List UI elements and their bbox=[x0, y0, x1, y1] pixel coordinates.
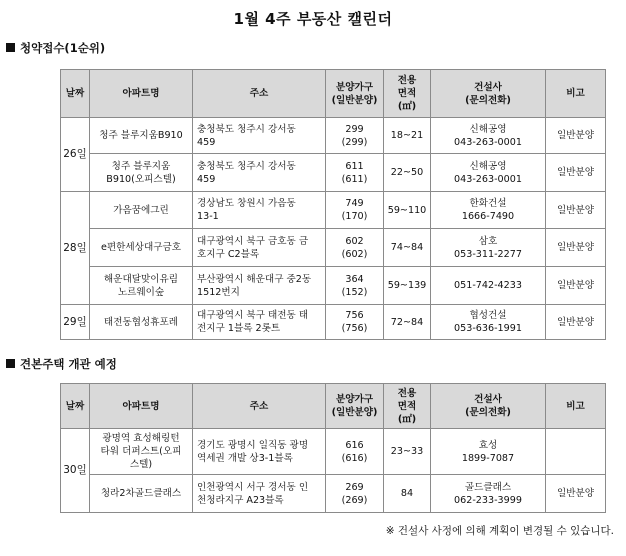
area-cell: 18~21 bbox=[384, 118, 431, 154]
note-cell: 일반분양 bbox=[546, 475, 606, 513]
header-apt: 아파트명 bbox=[90, 384, 193, 429]
table-header-row bbox=[61, 70, 606, 118]
header-address: 주소 bbox=[193, 384, 326, 429]
units-cell: 611 (611) bbox=[326, 154, 384, 192]
units-cell: 756 (756) bbox=[326, 305, 384, 340]
area-cell: 59~139 bbox=[384, 267, 431, 305]
note-cell: 일반분양 bbox=[546, 192, 606, 229]
note-cell: 일반분양 bbox=[546, 118, 606, 154]
table-row bbox=[61, 429, 606, 475]
date-cell: 28일 bbox=[61, 192, 90, 305]
apt-cell: e편한세상대구금호 bbox=[90, 229, 193, 267]
area-cell: 84 bbox=[384, 475, 431, 513]
header-note: 비고 bbox=[546, 384, 606, 429]
square-bullet-icon bbox=[6, 43, 15, 52]
header-builder: 건설사 (문의전화) bbox=[431, 70, 546, 118]
area-cell: 59~110 bbox=[384, 192, 431, 229]
address-cell: 경상남도 창원시 가음동 13-1 bbox=[193, 192, 326, 229]
table-row bbox=[61, 118, 606, 154]
builder-cell: 신해공영 043-263-0001 bbox=[431, 118, 546, 154]
header-note: 비고 bbox=[546, 70, 606, 118]
address-cell: 대구광역시 북구 금호동 금 호지구 C2블록 bbox=[193, 229, 326, 267]
table-row bbox=[61, 305, 606, 340]
address-cell: 충청북도 청주시 강서동 459 bbox=[193, 154, 326, 192]
address-cell: 경기도 광명시 일직동 광명 역세권 개발 상3-1블록 bbox=[193, 429, 326, 475]
header-address: 주소 bbox=[193, 70, 326, 118]
apt-cell: 광명역 효성해링턴 타워 더퍼스트(오피 스텔) bbox=[90, 429, 193, 475]
apt-cell: 해운대달맞이유림 노르웨이숲 bbox=[90, 267, 193, 305]
square-bullet-icon bbox=[6, 359, 15, 368]
units-cell: 616 (616) bbox=[326, 429, 384, 475]
table-row bbox=[61, 229, 606, 267]
model-house-table bbox=[60, 383, 606, 513]
units-cell: 602 (602) bbox=[326, 229, 384, 267]
address-cell: 인천광역시 서구 경서동 인 천청라지구 A23블록 bbox=[193, 475, 326, 513]
header-apt: 아파트명 bbox=[90, 70, 193, 118]
apt-cell: 태전동협성휴포레 bbox=[90, 305, 193, 340]
area-cell: 74~84 bbox=[384, 229, 431, 267]
builder-cell: 삼호 053-311-2277 bbox=[431, 229, 546, 267]
table-row bbox=[61, 475, 606, 513]
header-builder: 건설사 (문의전화) bbox=[431, 384, 546, 429]
table-row bbox=[61, 154, 606, 192]
builder-cell: 한화건설 1666-7490 bbox=[431, 192, 546, 229]
date-cell: 26일 bbox=[61, 118, 90, 192]
note-cell: 일반분양 bbox=[546, 267, 606, 305]
header-date: 날짜 bbox=[61, 384, 90, 429]
area-cell: 23~33 bbox=[384, 429, 431, 475]
header-area: 전용 면적 (㎡) bbox=[384, 70, 431, 118]
units-cell: 299 (299) bbox=[326, 118, 384, 154]
section-heading-model-house: 견본주택 개관 예정 bbox=[6, 356, 117, 372]
table-row bbox=[61, 267, 606, 305]
table-row bbox=[61, 192, 606, 229]
header-units: 분양가구 (일반분양) bbox=[326, 70, 384, 118]
units-cell: 749 (170) bbox=[326, 192, 384, 229]
note-cell bbox=[546, 429, 606, 475]
address-cell: 대구광역시 북구 태전동 태 전지구 1블록 2롯트 bbox=[193, 305, 326, 340]
footnote: ※ 건설사 사정에 의해 계획이 변경될 수 있습니다. bbox=[385, 525, 614, 537]
builder-cell: 효성 1899-7087 bbox=[431, 429, 546, 475]
apt-cell: 청주 블루지움B910 bbox=[90, 118, 193, 154]
header-area: 전용 면적 (㎡) bbox=[384, 384, 431, 429]
builder-cell: 신해공영 043-263-0001 bbox=[431, 154, 546, 192]
page-title: 1월 4주 부동산 캘린더 bbox=[233, 10, 393, 28]
units-cell: 269 (269) bbox=[326, 475, 384, 513]
builder-cell: 051-742-4233 bbox=[431, 267, 546, 305]
note-cell: 일반분양 bbox=[546, 305, 606, 340]
header-units: 분양가구 (일반분양) bbox=[326, 384, 384, 429]
builder-cell: 골드클래스 062-233-3999 bbox=[431, 475, 546, 513]
header-date: 날짜 bbox=[61, 70, 90, 118]
area-cell: 22~50 bbox=[384, 154, 431, 192]
area-cell: 72~84 bbox=[384, 305, 431, 340]
subscription-table bbox=[60, 69, 606, 340]
apt-cell: 청라2차골드클래스 bbox=[90, 475, 193, 513]
date-cell: 30일 bbox=[61, 429, 90, 513]
table-header-row bbox=[61, 384, 606, 429]
builder-cell: 협성건설 053-636-1991 bbox=[431, 305, 546, 340]
address-cell: 충청북도 청주시 강서동 459 bbox=[193, 118, 326, 154]
apt-cell: 청주 블루지움 B910(오피스텔) bbox=[90, 154, 193, 192]
units-cell: 364 (152) bbox=[326, 267, 384, 305]
apt-cell: 가음꿈에그린 bbox=[90, 192, 193, 229]
note-cell: 일반분양 bbox=[546, 154, 606, 192]
note-cell: 일반분양 bbox=[546, 229, 606, 267]
section-heading-subscription: 청약접수(1순위) bbox=[6, 40, 105, 56]
date-cell: 29일 bbox=[61, 305, 90, 340]
address-cell: 부산광역시 해운대구 중2동 1512번지 bbox=[193, 267, 326, 305]
